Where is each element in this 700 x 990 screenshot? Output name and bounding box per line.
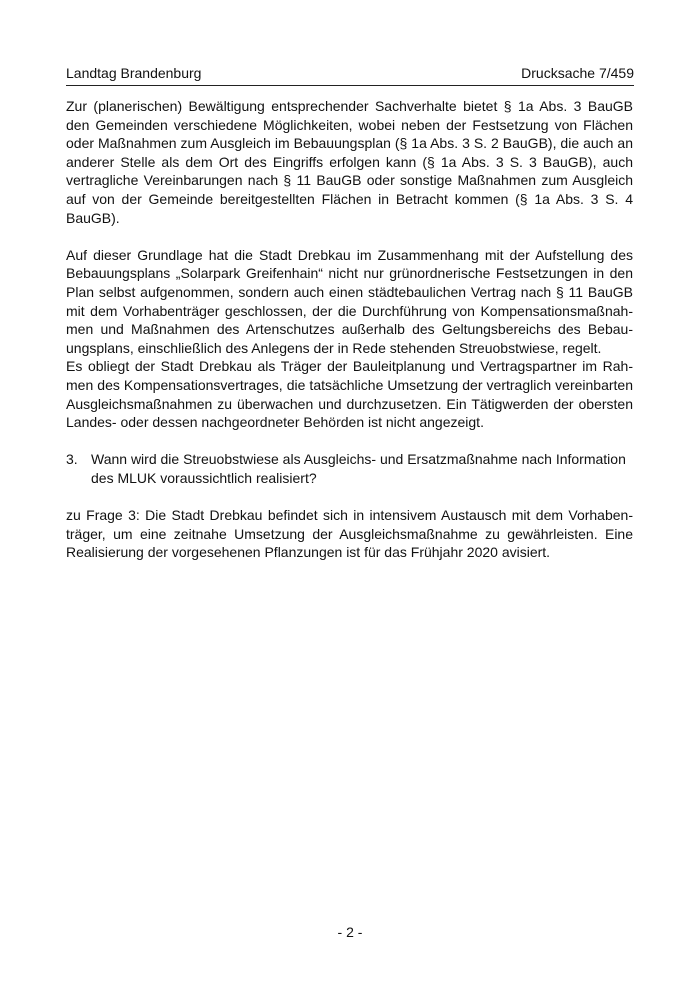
paragraph-legal-basis: Zur (planerischen) Bewältigung entsprechender Sachverhalte bietet § 1a Abs. 3 BauGB den Gemeinden verschiedene Möglichkeiten, wobei neben der Festsetzung von Flächen oder Maßnahmen zum Ausgleich im Bebauungsplan (§ 1a Abs. 3 S. 2 BauGB), die auch an anderer Stelle als dem Ort des Eingriffs erfolgen kann (§ 1a Abs. 3 S. 3 BauGB), auch vertragliche Vereinbarungen nach § 11 BauGB oder sonstige Maßnahmen zum Ausgleich auf von der Gemeinde bereitgestellten Flächen in Betracht kommen (§ 1a Abs. 3 S. 4 BauGB). xyxy=(66,98,633,226)
question-3-text: Wann wird die Streuobstwiese als Ausgleichs- und Ersatzmaßnahme nach Information des MLUK voraussichtlich realisiert? xyxy=(91,451,626,486)
answer-3: zu Frage 3: Die Stadt Drebkau befindet sich in intensivem Austausch mit dem Vorhabenträger, um eine zeitnahe Umsetzung der Ausgleichsmaßnahme zu gewährleisten. Eine Realisierung der vorgesehenen Pflanzungen ist für das Frühjahr 2020 avisiert. xyxy=(66,507,633,561)
question-3 xyxy=(66,450,633,487)
question-3-number: 3. xyxy=(66,451,78,468)
header-parliament-name: Landtag Brandenburg xyxy=(66,65,202,81)
page-number: - 2 - xyxy=(337,924,363,940)
paragraph-drebkau-contract: Auf dieser Grundlage hat die Stadt Drebkau im Zusammenhang mit der Aufstellung des Bebauungsplans „Solarpark Greifenhain“ nicht nur grünordnerische Festsetzungen in den Plan selbst aufgenommen, sondern auch einen städtebaulichen Vertrag nach § 11 BauGB mit dem Vorhabenträger geschlossen, der die Durchführung von Kompensationsmaßnahmen und Maßnahmen des Artenschutzes außerhalb des Geltungsbereichs des Bebauungsplans, einschließlich des Anlegens der in Rede stehenden Streuobstwiese, regelt. xyxy=(66,246,633,356)
paragraph-drebkau-obligation: Es obliegt der Stadt Drebkau als Träger der Bauleitplanung und Vertragspartner im Rahmen des Kompensationsvertrages, die tatsächliche Umsetzung der vertraglich vereinbarten Ausgleichsmaßnahmen zu überwachen und durchzusetzen. Ein Tätigwerden der obersten Landes- oder dessen nachgeordneter Behörden ist nicht angezeigt. xyxy=(66,358,633,431)
document-body xyxy=(66,97,633,562)
header-document-number: Drucksache 7/459 xyxy=(521,65,634,81)
page-header xyxy=(66,65,634,86)
